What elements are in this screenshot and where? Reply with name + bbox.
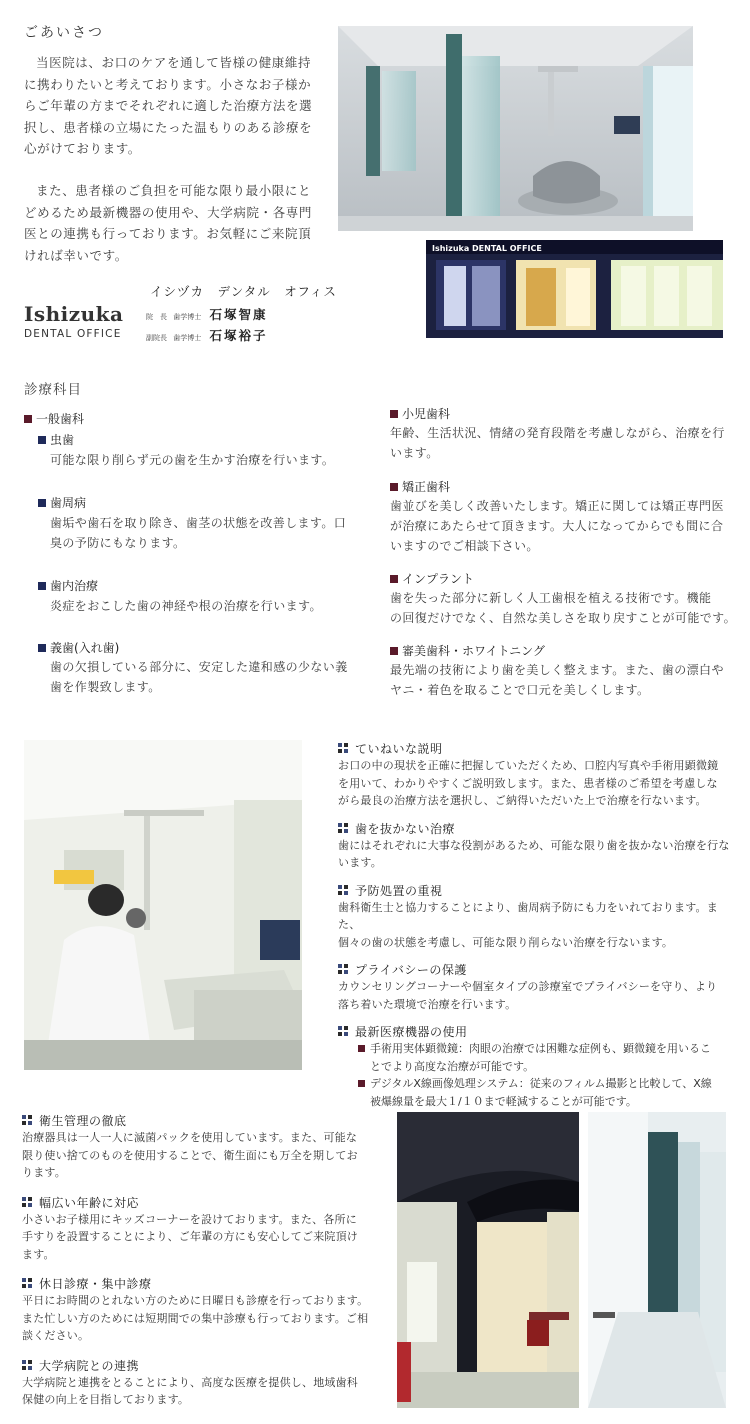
- greeting-line: どめるため最新機器の使用や、大学病院・各専門: [24, 204, 312, 220]
- square-bullet-icon: [38, 582, 46, 590]
- square-bullet-icon: [38, 436, 46, 444]
- grid-icon: [22, 1278, 33, 1289]
- square-bullet-icon: [390, 410, 398, 418]
- storefront-sign: Ishizuka DENTAL OFFICE: [432, 244, 542, 253]
- grid-icon: [338, 743, 349, 754]
- feature-desc: 平日にお時間のとれない方のために日曜日も診療を行っております。 また忙しい方のためには短期間での集中診療も行っております。ご相 談ください。: [22, 1294, 369, 1342]
- clinic-interior-photo: [338, 26, 693, 231]
- treatment-desc: 歯の欠損している部分に、安定した違和感の少ない義 歯を作製致します。: [50, 660, 348, 694]
- grid-icon: [22, 1115, 33, 1126]
- greeting-line: ければ幸いです。: [24, 247, 128, 263]
- feature-title: プライバシーの保護: [338, 961, 738, 978]
- greeting-line: 心がけております。: [24, 141, 141, 156]
- dentist-microscope-photo: [24, 740, 302, 1070]
- square-bullet-icon: [390, 647, 398, 655]
- greeting-line: らご年輩の方までそれぞれに適した治療方法を選: [24, 98, 313, 113]
- staff-name: 石塚裕子: [209, 328, 268, 343]
- category-cosmetic: 審美歯科・ホワイトニング: [390, 642, 545, 659]
- feature-title: 休日診療・集中診療: [22, 1275, 372, 1292]
- storefront-photo: [426, 240, 723, 338]
- feature-bullet: デジタルX線画像処理システム：従来のフィルム撮影と比較して、X線 被爆線量を最大１/１０まで軽減することが可能です。: [358, 1075, 738, 1110]
- feature-title: 歯を抜かない治療: [338, 820, 738, 837]
- greeting-line: に携わりたいと考えております。小さなお子様か: [24, 76, 312, 92]
- treatment-desc: 歯並びを美しく改善いたします。矯正に関しては矯正専門医 が治療にあたらせて頂きます。大人になってからでも間に合 いますのでご相談下さい。: [390, 499, 724, 553]
- greeting-paragraph-2: [24, 180, 324, 266]
- features-bottom-list: [22, 1112, 372, 1409]
- square-bullet-icon: [38, 644, 46, 652]
- feature-desc: お口の中の現状を正確に把握していただくため、口腔内写真や手術用顕微鏡 を用いて、わかりやすくご説明致します。また、患者様のご希望を考慮しな がら最良の治療方法を選択し、ご納得いただいた上で治療を行ないます。: [338, 759, 719, 807]
- category-general: 一般歯科: [24, 410, 84, 427]
- reception-photo: [397, 1112, 579, 1408]
- grid-icon: [338, 1026, 349, 1037]
- subcategory-caries: 虫歯: [38, 431, 74, 448]
- greeting-paragraph-1: [24, 52, 324, 160]
- features-list: [338, 740, 738, 1110]
- grid-icon: [22, 1197, 33, 1208]
- feature-desc: カウンセリングコーナーや個室タイプの診療室でプライバシーを守り、より 落ち着いた環境で治療を行います。: [338, 980, 718, 1011]
- greeting-line: 当医院は、お口のケアを通して皆様の健康維持: [36, 55, 312, 70]
- treatment-desc: 炎症をおこした歯の神経や根の治療を行います。: [50, 599, 322, 613]
- staff-name: 石塚智康: [209, 307, 268, 322]
- staff-degree: 歯学博士: [173, 313, 202, 321]
- grid-icon: [22, 1360, 33, 1371]
- staff-role: 院 長: [146, 313, 167, 321]
- grid-icon: [338, 823, 349, 834]
- clinic-name-kana: イシヅカ デンタル オフィス: [150, 284, 337, 299]
- square-bullet-icon: [390, 483, 398, 491]
- feature-desc: 大学病院と連携をとることにより、高度な医療を提供し、地域歯科 保健の向上を目指しております。: [22, 1375, 358, 1406]
- category-orthodontic: 矯正歯科: [390, 478, 450, 495]
- treatment-desc: 可能な限り削らず元の歯を生かす治療を行います。: [50, 453, 335, 467]
- corridor-photo: [588, 1112, 726, 1408]
- feature-desc: 治療器具は一人一人に滅菌パックを使用しています。また、可能な 限り使い捨てのものを使用することで、衛生面にも万全を期してお ります。: [22, 1131, 358, 1179]
- square-bullet-icon: [390, 575, 398, 583]
- staff-vice-director: [146, 326, 267, 344]
- feature-title: 予防処置の重視: [338, 882, 738, 899]
- feature-title: 最新医療機器の使用: [338, 1023, 738, 1040]
- treatments-title: 診療科目: [24, 382, 82, 398]
- feature-title: 衛生管理の徹底: [22, 1112, 372, 1129]
- treatment-desc: 年齢、生活状況、情緒の発育段階を考慮しながら、治療を行 います。: [390, 426, 725, 460]
- feature-bullets: [338, 1040, 738, 1110]
- greeting-line: 択し、患者様の立場にたった温もりのある診療を: [24, 119, 313, 135]
- staff-director: [146, 305, 267, 323]
- treatment-desc: 歯垢や歯石を取り除き、歯茎の状態を改善します。口 臭の予防にもなります。: [50, 516, 347, 550]
- category-pediatric: 小児歯科: [390, 405, 450, 422]
- grid-icon: [338, 885, 349, 896]
- feature-desc: 小さいお子様用にキッズコーナーを設けております。また、各所に 手すりを設置することにより、ご年輩の方にも安心してご来院頂け ます。: [22, 1212, 358, 1261]
- feature-bullet: 手術用実体顕微鏡：肉眼の治療では困難な症例も、顕微鏡を用いるこ とでより高度な治療が可能です。: [358, 1040, 738, 1075]
- feature-desc: 歯にはそれぞれに大事な役割があるため、可能な限り歯を抜かない治療を行な います。: [338, 838, 730, 869]
- square-bullet-icon: [38, 499, 46, 507]
- treatment-desc: 歯を失った部分に新しく人工歯根を植える技術です。機能 の回復だけでなく、自然な美しさを取り戻すことが可能です。: [390, 591, 737, 625]
- subcategory-endodontic: 歯内治療: [38, 577, 98, 594]
- subcategory-periodontal: 歯周病: [38, 494, 86, 511]
- subcategory-denture: 義歯(入れ歯): [38, 639, 119, 656]
- square-bullet-icon: [358, 1080, 365, 1087]
- greeting-line: また、患者様のご負担を可能な限り最小限にと: [36, 183, 312, 198]
- greeting-title: ごあいさつ: [24, 25, 104, 41]
- square-bullet-icon: [358, 1045, 365, 1052]
- clinic-logo: Ishizuka: [24, 302, 124, 326]
- feature-title: 大学病院との連携: [22, 1357, 372, 1374]
- grid-icon: [338, 964, 349, 975]
- feature-desc: 歯科衛生士と協力することにより、歯周病予防にも力をいれております。また、 個々の歯の状態を考慮し、可能な限り削らない治療を行ないます。: [338, 900, 718, 949]
- feature-title: ていねいな説明: [338, 740, 738, 757]
- clinic-logo-sub: DENTAL OFFICE: [24, 328, 122, 340]
- staff-role: 副院長: [146, 334, 167, 342]
- feature-title: 幅広い年齢に対応: [22, 1194, 372, 1211]
- category-implant: インプラント: [390, 570, 474, 587]
- treatment-desc: 最先端の技術により歯を美しく整えます。また、歯の漂白や ヤニ・着色を取ることで口元を美しくします。: [390, 663, 724, 697]
- square-bullet-icon: [24, 415, 32, 423]
- greeting-line: 医との連携も行っております。お気軽にご来院頂: [24, 226, 312, 241]
- staff-degree: 歯学博士: [173, 334, 202, 342]
